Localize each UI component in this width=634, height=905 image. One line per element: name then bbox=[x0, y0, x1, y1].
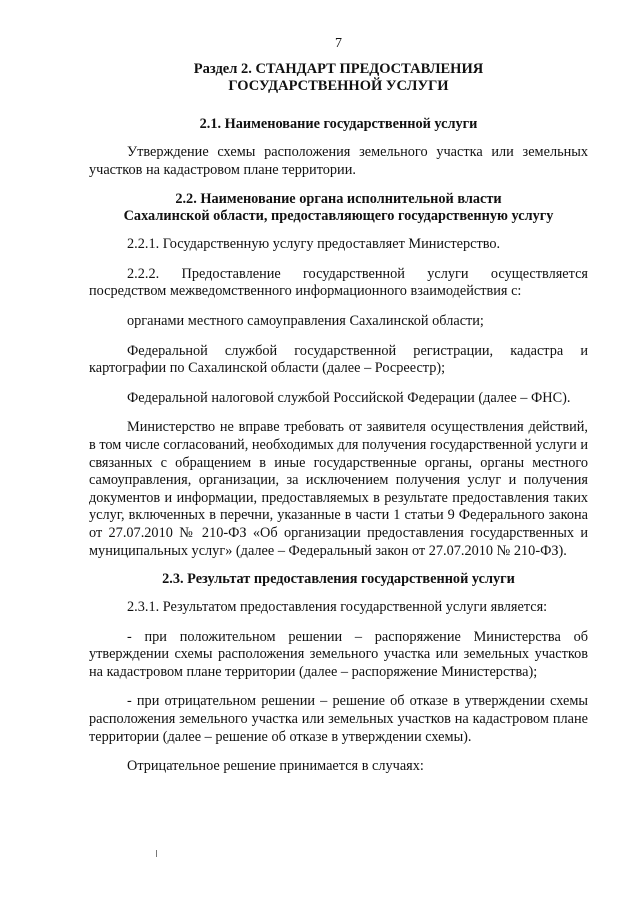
scan-mark bbox=[156, 850, 157, 857]
section-title bbox=[89, 61, 588, 95]
heading-2-3: 2.3. Результат предоставления государственной услуги bbox=[162, 571, 515, 588]
heading-2-2-line-1: 2.2. Наименование органа исполнительной власти bbox=[175, 191, 502, 208]
paragraph-negative-cases: Отрицательное решение принимается в случаях: bbox=[127, 758, 424, 775]
paragraph-2-2-1: 2.2.1. Государственную услугу предоставляет Министерство. bbox=[127, 236, 501, 253]
page-number: 7 bbox=[335, 36, 342, 51]
paragraph-negative-decision: - при отрицательном решении – решение об отказе в утверждении схемы расположения земельного участка или земельных участков на кадастровом плане территории (далее – решение об отказе в утверждении схемы). bbox=[89, 693, 588, 745]
heading-2-2-line-2: Сахалинской области, предоставляющего государственную услугу bbox=[123, 208, 554, 225]
paragraph-rosreestr: Федеральной службой государственной регистрации, кадастра и картографии по Сахалинской области (далее – Росреестр); bbox=[89, 342, 588, 377]
heading-2-1: 2.1. Наименование государственной услуги bbox=[199, 116, 478, 132]
paragraph-positive-decision: - при положительном решении – распоряжение Министерства об утверждении схемы расположения земельного участка или земельных участков на кадастровом плане территории (далее – распоряжение Министерства); bbox=[89, 628, 588, 680]
section-title-line-2: ГОСУДАРСТВЕННОЙ УСЛУГИ bbox=[228, 78, 449, 94]
paragraph-ministry-restrictions: Министерство не вправе требовать от заявителя осуществления действий, в том числе согласований, необходимых для получения государственной услуги и связанных с обращением в иные государственные органы, органы местного самоуправления, организации, за исключением получения услуг и получения документов и информации, предоставляемых в результате предоставления таких услуг, включенных в перечни, указанные в части 1 статьи 9 Федерального закона от 27.07.2010 № 210-ФЗ «Об организации предоставления государственных и муниципальных услуг» (далее – Федеральный закон от 27.07.2010 № 210-ФЗ). bbox=[89, 419, 588, 559]
heading-2-2 bbox=[89, 191, 588, 225]
paragraph-2-2-2: 2.2.2. Предоставление государственной услуги осуществляется посредством межведомственного информационного взаимодействия с: bbox=[89, 265, 588, 300]
paragraph-fns: Федеральной налоговой службой Российской Федерации (далее – ФНС). bbox=[127, 389, 571, 406]
section-title-line-1: Раздел 2. СТАНДАРТ ПРЕДОСТАВЛЕНИЯ bbox=[193, 61, 484, 77]
paragraph-local-governments: органами местного самоуправления Сахалинской области; bbox=[127, 312, 484, 329]
paragraph-2-1-text: Утверждение схемы расположения земельного участка или земельных участков на кадастровом плане территории. bbox=[89, 144, 588, 178]
paragraph-2-3-1: 2.3.1. Результатом предоставления государственной услуги является: bbox=[127, 599, 548, 616]
